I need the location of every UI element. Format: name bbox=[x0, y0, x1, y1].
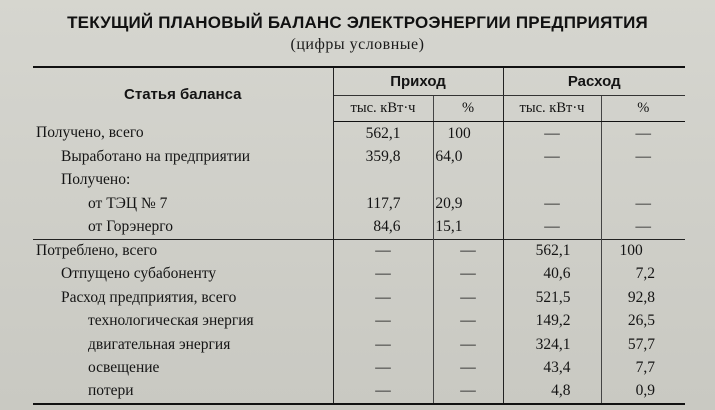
expense-value: — bbox=[503, 145, 601, 169]
expense-percent: 26,5 bbox=[627, 312, 655, 330]
row-label: от Горэнерго bbox=[33, 216, 333, 240]
income-percent: — bbox=[433, 263, 503, 287]
income-percent: — bbox=[433, 286, 503, 310]
table-row bbox=[33, 145, 685, 169]
expense-value: 4,8 bbox=[503, 380, 601, 404]
expense-value: — bbox=[503, 192, 601, 216]
income-percent bbox=[433, 169, 503, 193]
income-value: 117,7 bbox=[333, 192, 433, 216]
table-subtitle: (цифры условные) bbox=[290, 36, 425, 53]
expense-value: — bbox=[503, 122, 601, 146]
table-title: ТЕКУЩИЙ ПЛАНОВЫЙ БАЛАНС ЭЛЕКТРОЭНЕРГИИ ПРЕДПРИЯТИЯ bbox=[67, 13, 648, 32]
expense-percent: — bbox=[635, 147, 651, 165]
header-expense: Расход bbox=[503, 67, 685, 96]
expense-value: 149,2 bbox=[503, 310, 601, 334]
income-value bbox=[333, 169, 433, 193]
expense-percent: 7,7 bbox=[635, 359, 655, 377]
income-value: 84,6 bbox=[333, 216, 433, 240]
row-label: Расход предприятия, всего bbox=[33, 286, 333, 310]
income-percent: 100 bbox=[433, 122, 503, 146]
expense-percent: 7,2 bbox=[635, 265, 655, 283]
balance-table bbox=[33, 66, 685, 405]
row-label: технологическая энергия bbox=[33, 310, 333, 334]
row-label: потери bbox=[33, 380, 333, 404]
header-income-unit-value: тыс. кВт·ч bbox=[333, 96, 433, 122]
table-row bbox=[33, 263, 685, 287]
expense-percent: — bbox=[635, 194, 651, 212]
expense-value: 40,6 bbox=[503, 263, 601, 287]
table-row bbox=[33, 333, 685, 357]
expense-percent: 92,8 bbox=[627, 288, 655, 306]
expense-value: 521,5 bbox=[503, 286, 601, 310]
table-row bbox=[33, 380, 685, 404]
income-value: — bbox=[333, 380, 433, 404]
row-label: Отпущено субабоненту bbox=[33, 263, 333, 287]
income-percent: — bbox=[433, 380, 503, 404]
table-row bbox=[33, 192, 685, 216]
income-percent: — bbox=[433, 333, 503, 357]
header-item: Статья баланса bbox=[33, 67, 333, 122]
row-label: двигательная энергия bbox=[33, 333, 333, 357]
header-income: Приход bbox=[333, 67, 503, 96]
row-label: Получено, всего bbox=[33, 122, 333, 146]
expense-value: 43,4 bbox=[503, 357, 601, 381]
income-value: — bbox=[333, 333, 433, 357]
expense-value: 324,1 bbox=[503, 333, 601, 357]
table-row bbox=[33, 169, 685, 193]
expense-value: — bbox=[503, 216, 601, 240]
income-value: — bbox=[333, 239, 433, 263]
income-percent: — bbox=[433, 357, 503, 381]
row-label: Получено: bbox=[33, 169, 333, 193]
expense-percent: — bbox=[635, 218, 651, 235]
header-expense-unit-percent: % bbox=[601, 96, 685, 122]
expense-percent: 0,9 bbox=[635, 382, 655, 400]
income-percent: 64,0 bbox=[433, 145, 503, 169]
header-income-unit-percent: % bbox=[433, 96, 503, 122]
row-label: Потреблено, всего bbox=[33, 239, 333, 263]
income-value: — bbox=[333, 310, 433, 334]
expense-value: 562,1 bbox=[503, 239, 601, 263]
expense-percent: 100 bbox=[601, 239, 685, 263]
income-value: 562,1 bbox=[333, 122, 433, 146]
expense-percent: 57,7 bbox=[627, 335, 655, 353]
row-label: освещение bbox=[33, 357, 333, 381]
table-row bbox=[33, 122, 685, 146]
table-row bbox=[33, 310, 685, 334]
income-percent: 15,1 bbox=[433, 216, 503, 240]
income-value: — bbox=[333, 357, 433, 381]
row-label: от ТЭЦ № 7 bbox=[33, 192, 333, 216]
table-row bbox=[33, 239, 685, 263]
income-percent: 20,9 bbox=[433, 192, 503, 216]
expense-percent bbox=[601, 169, 685, 193]
income-value: — bbox=[333, 286, 433, 310]
income-value: 359,8 bbox=[333, 145, 433, 169]
income-percent: — bbox=[433, 239, 503, 263]
expense-percent: — bbox=[635, 124, 651, 142]
table-row bbox=[33, 216, 685, 240]
table-row bbox=[33, 286, 685, 310]
header-expense-unit-value: тыс. кВт·ч bbox=[503, 96, 601, 122]
income-percent: — bbox=[433, 310, 503, 334]
income-value: — bbox=[333, 263, 433, 287]
expense-value bbox=[503, 169, 601, 193]
table-row bbox=[33, 357, 685, 381]
row-label: Выработано на предприятии bbox=[33, 145, 333, 169]
